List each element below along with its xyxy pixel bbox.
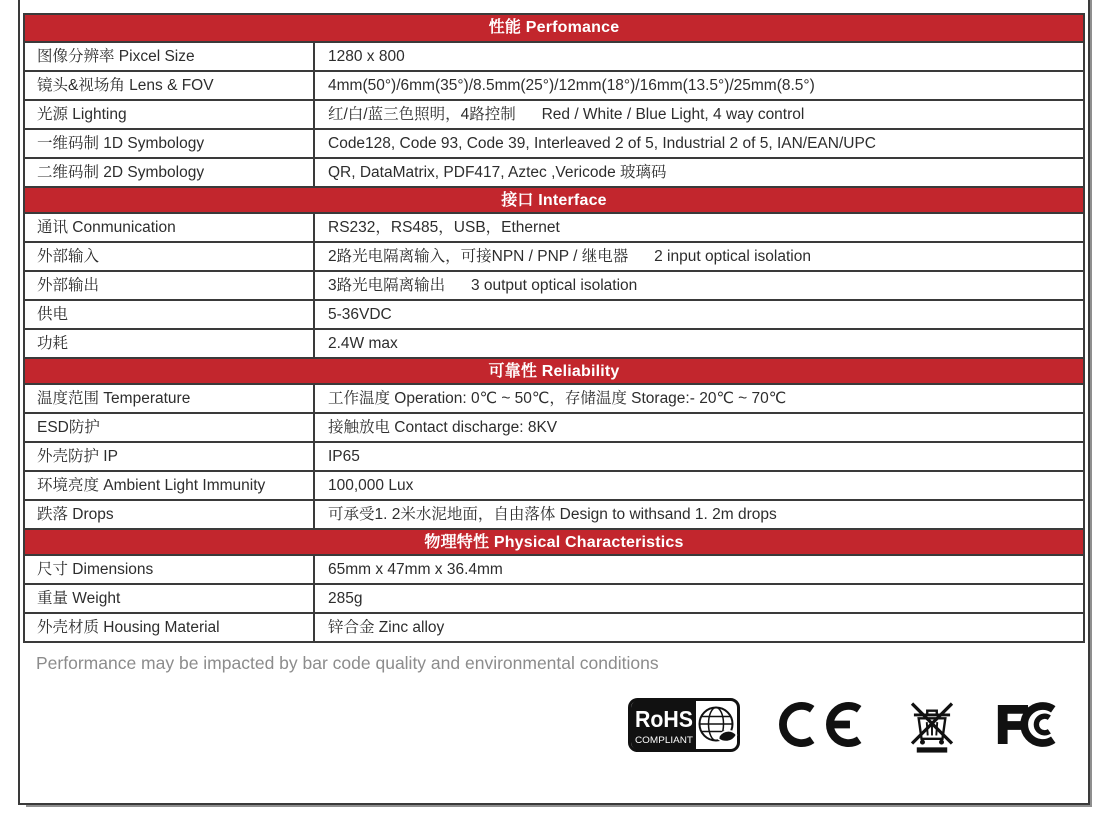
spec-value: 100,000 Lux (328, 477, 414, 494)
spec-label: 二维码制 2D Symbology (25, 159, 315, 186)
spec-value: IP65 (328, 448, 360, 465)
spec-value: 接触放电 Contact discharge: 8KV (328, 419, 558, 436)
spec-label: 一维码制 1D Symbology (25, 130, 315, 157)
spec-value: 285g (328, 590, 363, 607)
spec-row (25, 157, 1083, 186)
spec-label: 图像分辨率 Pixcel Size (25, 43, 315, 70)
spec-label: 供电 (25, 301, 315, 328)
spec-value: 2.4W max (328, 335, 398, 352)
spec-value: 可承受1. 2米水泥地面，自由落体 Design to withsand 1. 2m drops (328, 506, 777, 523)
spec-row (25, 470, 1083, 499)
spec-label: 外部输出 (25, 272, 315, 299)
section-header: 性能 Perfomance (25, 15, 1083, 41)
spec-value: 4mm(50°)/6mm(35°)/8.5mm(25°)/12mm(18°)/16mm(13.5°)/25mm(8.5°) (328, 77, 815, 94)
spec-value: 工作温度 Operation: 0℃ ~ 50℃，存储温度 Storage:- 20℃ ~ 70℃ (328, 390, 787, 407)
spec-value: Code128, Code 93, Code 39, Interleaved 2 of 5, Industrial 2 of 5, IAN/EAN/UPC (328, 135, 876, 152)
spec-row (25, 270, 1083, 299)
spec-label: 外壳材质 Housing Material (25, 614, 315, 641)
spec-value: 1280 x 800 (328, 48, 405, 65)
spec-row (25, 412, 1083, 441)
page-frame (18, 0, 1090, 805)
spec-value: 5-36VDC (328, 306, 392, 323)
spec-value: 红/白/蓝三色照明，4路控制 Red / White / Blue Light, 4 way control (328, 106, 805, 123)
table-footer (20, 643, 1088, 761)
spec-value: QR, DataMatrix, PDF417, Aztec ,Vericode 玻璃码 (328, 164, 667, 181)
spec-value: 65mm x 47mm x 36.4mm (328, 561, 503, 578)
spec-value: 锌合金 Zinc alloy (328, 619, 445, 636)
ce-mark-icon (778, 701, 872, 748)
spec-value: 3路光电隔离输出 3 output optical isolation (328, 277, 638, 294)
section-header: 可靠性 Reliability (25, 357, 1083, 383)
spec-row (25, 383, 1083, 412)
spec-row (25, 41, 1083, 70)
spec-row (25, 241, 1083, 270)
spec-label: 功耗 (25, 330, 315, 357)
weee-crossed-bin-icon (910, 695, 954, 754)
spec-value: RS232，RS485，USB，Ethernet (328, 219, 560, 236)
spec-label: 光源 Lighting (25, 101, 315, 128)
spec-row (25, 70, 1083, 99)
spec-label: 尺寸 Dimensions (25, 556, 315, 583)
disclaimer-note: Performance may be impacted by bar code quality and environmental conditions (36, 653, 659, 673)
certification-logos-row (628, 695, 1066, 754)
spec-row (25, 128, 1083, 157)
spec-row (25, 554, 1083, 583)
spec-label: 通讯 Conmunication (25, 214, 315, 241)
spec-label: 外壳防护 IP (25, 443, 315, 470)
spec-label: 重量 Weight (25, 585, 315, 612)
spec-row (25, 328, 1083, 357)
fcc-logo-icon (992, 699, 1066, 750)
spec-row (25, 612, 1083, 641)
section-header: 物理特性 Physical Characteristics (25, 528, 1083, 554)
spec-row (25, 583, 1083, 612)
spec-label: 温度范围 Temperature (25, 385, 315, 412)
spec-label: 外部输入 (25, 243, 315, 270)
rohs-text: RoHS (635, 705, 693, 732)
spec-row (25, 441, 1083, 470)
spec-row (25, 299, 1083, 328)
spec-row (25, 99, 1083, 128)
spec-label: 环境亮度 Ambient Light Immunity (25, 472, 315, 499)
spec-row (25, 499, 1083, 528)
spec-label: ESD防护 (25, 414, 315, 441)
rohs-compliant-text: COMPLIANT (635, 734, 694, 746)
spec-value: 2路光电隔离输入，可接NPN / PNP / 继电器 2 input optical isolation (328, 248, 811, 265)
spec-table (23, 13, 1085, 643)
spec-label: 镜头&视场角 Lens & FOV (25, 72, 315, 99)
spec-label: 跌落 Drops (25, 501, 315, 528)
spec-row (25, 212, 1083, 241)
section-header: 接口 Interface (25, 186, 1083, 212)
rohs-compliant-logo-icon (628, 698, 740, 752)
